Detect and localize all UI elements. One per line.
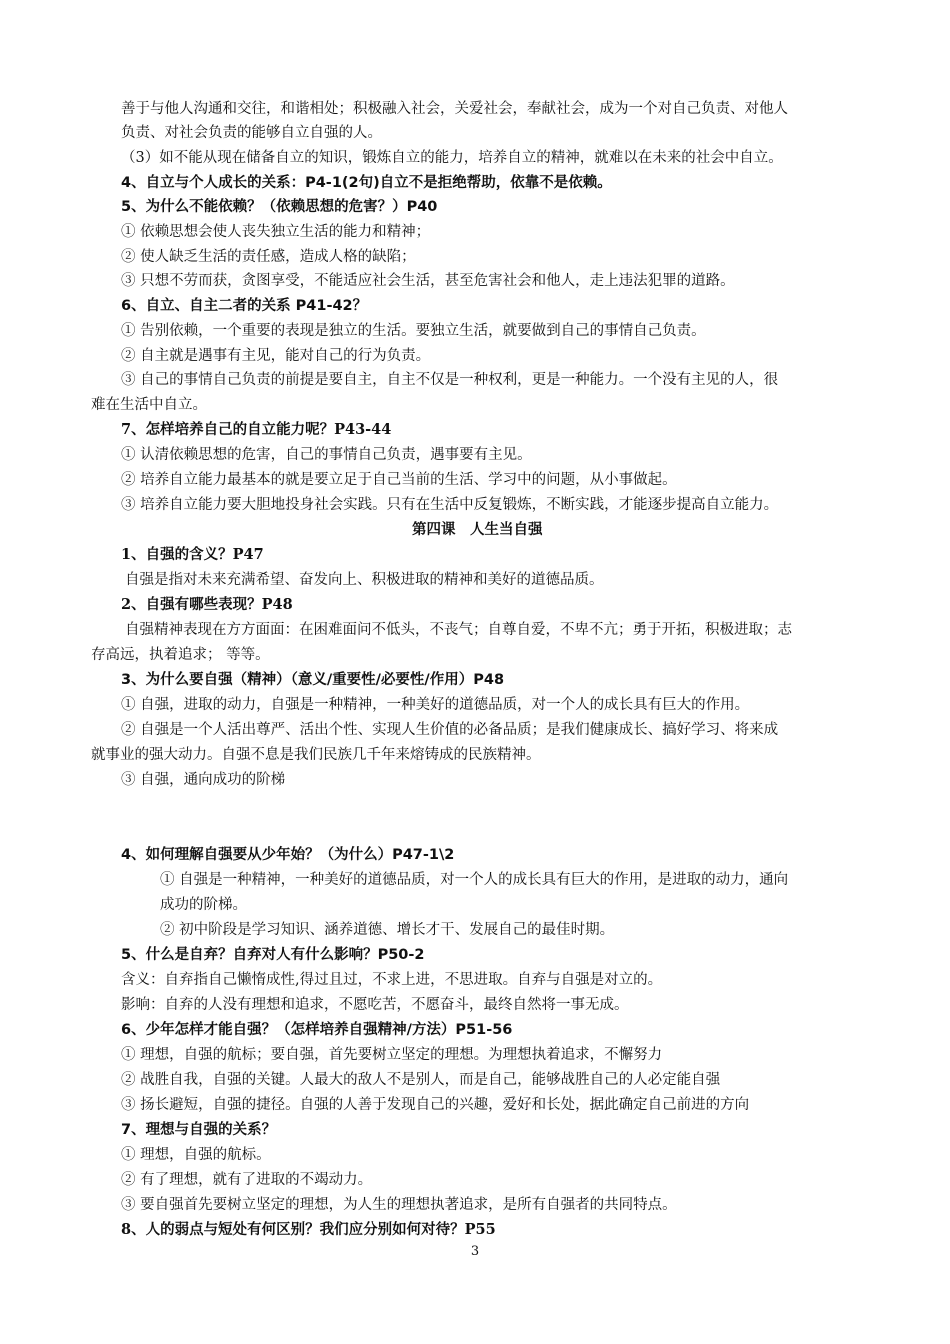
text-line: 自强精神表现在方方面面：在困难面问不低头，不丧气；自尊自爱，不卑不亢；勇于开拓，积极进取；志 bbox=[125, 622, 792, 638]
text-line: ③ 自强，通向成功的阶梯 bbox=[121, 772, 286, 788]
text-line: 含义：自弃指自己懒惰成性,得过且过，不求上进，不思进取。自弃与自强是对立的。 bbox=[121, 972, 663, 988]
text-line: ② 培养自立能力最基本的就是要立足于自己当前的生活、学习中的问题，从小事做起。 bbox=[121, 472, 677, 488]
text-line: ③ 培养自立能力要大胆地投身社会实践。只有在生活中反复锻炼，不断实践，才能逐步提高自立能力。 bbox=[121, 497, 779, 513]
text-line: 善于与他人沟通和交往，和谐相处；积极融入社会，关爱社会，奉献社会，成为一个对自己负责、对他人 bbox=[121, 101, 788, 117]
text-line: ② 有了理想，就有了进取的不竭动力。 bbox=[121, 1172, 373, 1188]
text-line: （3）如不能从现在储备自立的知识，锻炼自立的能力，培养自立的精神，就难以在未来的社会中自立。 bbox=[121, 150, 783, 166]
text-line: ③ 只想不劳而获，贪图享受，不能适应社会生活，甚至危害社会和他人，走上违法犯罪的道路。 bbox=[121, 273, 735, 289]
text-line: ③ 扬长避短，自强的捷径。自强的人善于发现自己的兴趣，爱好和长处，据此确定自己前进的方向 bbox=[121, 1097, 750, 1113]
text-line: 影响：自弃的人没有理想和追求，不愿吃苦，不愿奋斗，最终自然将一事无成。 bbox=[121, 997, 629, 1013]
page-number: 3 bbox=[470, 1244, 480, 1259]
question-heading: 1、自强的含义？P47 bbox=[121, 546, 264, 563]
question-heading: 3、为什么要自强（精神）（意义/重要性/必要性/作用）P48 bbox=[121, 672, 505, 688]
text-line: 存高远，执着追求； 等等。 bbox=[91, 647, 270, 663]
question-heading: 7、理想与自强的关系？ bbox=[121, 1122, 277, 1138]
text-line: ① 理想，自强的航标。 bbox=[121, 1147, 271, 1163]
text-line: ① 理想，自强的航标；要自强，首先要树立坚定的理想。为理想执着追求，不懈努力 bbox=[121, 1047, 663, 1063]
text-line: ③ 自己的事情自己负责的前提是要自主，自主不仅是一种权利，更是一种能力。一个没有主见的人，很 bbox=[121, 372, 779, 388]
question-heading: 5、什么是自弃？自弃对人有什么影响？P50-2 bbox=[121, 947, 425, 963]
text-line: ① 自强，进取的动力，自强是一种精神，一种美好的道德品质，对一个人的成长具有巨大的作用。 bbox=[121, 697, 750, 713]
lesson-title: 第四课 人生当自强 bbox=[412, 521, 543, 538]
text-line: ① 依赖思想会使人丧失独立生活的能力和精神； bbox=[121, 224, 431, 240]
question-heading: 5、为什么不能依赖？（依赖思想的危害？）P40 bbox=[121, 199, 438, 215]
question-heading: 8、人的弱点与短处有何区别？我们应分别如何对待？P55 bbox=[121, 1221, 496, 1238]
question-heading: 2、自强有哪些表现？P48 bbox=[121, 596, 293, 613]
question-heading: 7、怎样培养自己的自立能力呢？P43-44 bbox=[121, 421, 392, 438]
text-line: ② 自强是一个人活出尊严、活出个性、实现人生价值的必备品质；是我们健康成长、搞好学习、将来成 bbox=[121, 722, 779, 738]
question-heading: 6、自立、自主二者的关系 P41-42？ bbox=[121, 298, 368, 314]
question-heading: 6、少年怎样才能自强？（怎样培养自强精神/方法）P51-56 bbox=[121, 1022, 513, 1038]
text-line: 难在生活中自立。 bbox=[91, 397, 207, 413]
text-line: ③ 要自强首先要树立坚定的理想，为人生的理想执著追求，是所有自强者的共同特点。 bbox=[121, 1197, 677, 1213]
text-line: 负责、对社会负责的能够自立自强的人。 bbox=[121, 125, 382, 141]
text-line: 成功的阶梯。 bbox=[160, 897, 247, 913]
text-line: ② 战胜自我，自强的关键。人最大的敌人不是别人，而是自己，能够战胜自己的人必定能自强 bbox=[121, 1072, 721, 1088]
text-line: ① 认清依赖思想的危害，自己的事情自己负责，遇事要有主见。 bbox=[121, 447, 532, 463]
text-line: 自强是指对未来充满希望、奋发向上、积极进取的精神和美好的道德品质。 bbox=[125, 572, 604, 588]
text-line: 就事业的强大动力。自强不息是我们民族几千年来熔铸成的民族精神。 bbox=[91, 747, 541, 763]
text-line: ② 使人缺乏生活的责任感，造成人格的缺陷； bbox=[121, 249, 416, 265]
text-line: ② 初中阶段是学习知识、涵养道德、增长才干、发展自己的最佳时期。 bbox=[160, 922, 615, 938]
text-line: ① 告别依赖，一个重要的表现是独立的生活。要独立生活，就要做到自己的事情自己负责。 bbox=[121, 323, 706, 339]
text-line: ① 自强是一种精神，一种美好的道德品质，对一个人的成长具有巨大的作用，是进取的动力，通向 bbox=[160, 872, 789, 888]
text-line: ② 自主就是遇事有主见，能对自己的行为负责。 bbox=[121, 348, 431, 364]
question-heading: 4、如何理解自强要从少年始？（为什么）P47-1\2 bbox=[121, 847, 455, 863]
question-heading: 4、自立与个人成长的关系：P4-1(2句)自立不是拒绝帮助，依靠不是依赖。 bbox=[121, 175, 612, 191]
